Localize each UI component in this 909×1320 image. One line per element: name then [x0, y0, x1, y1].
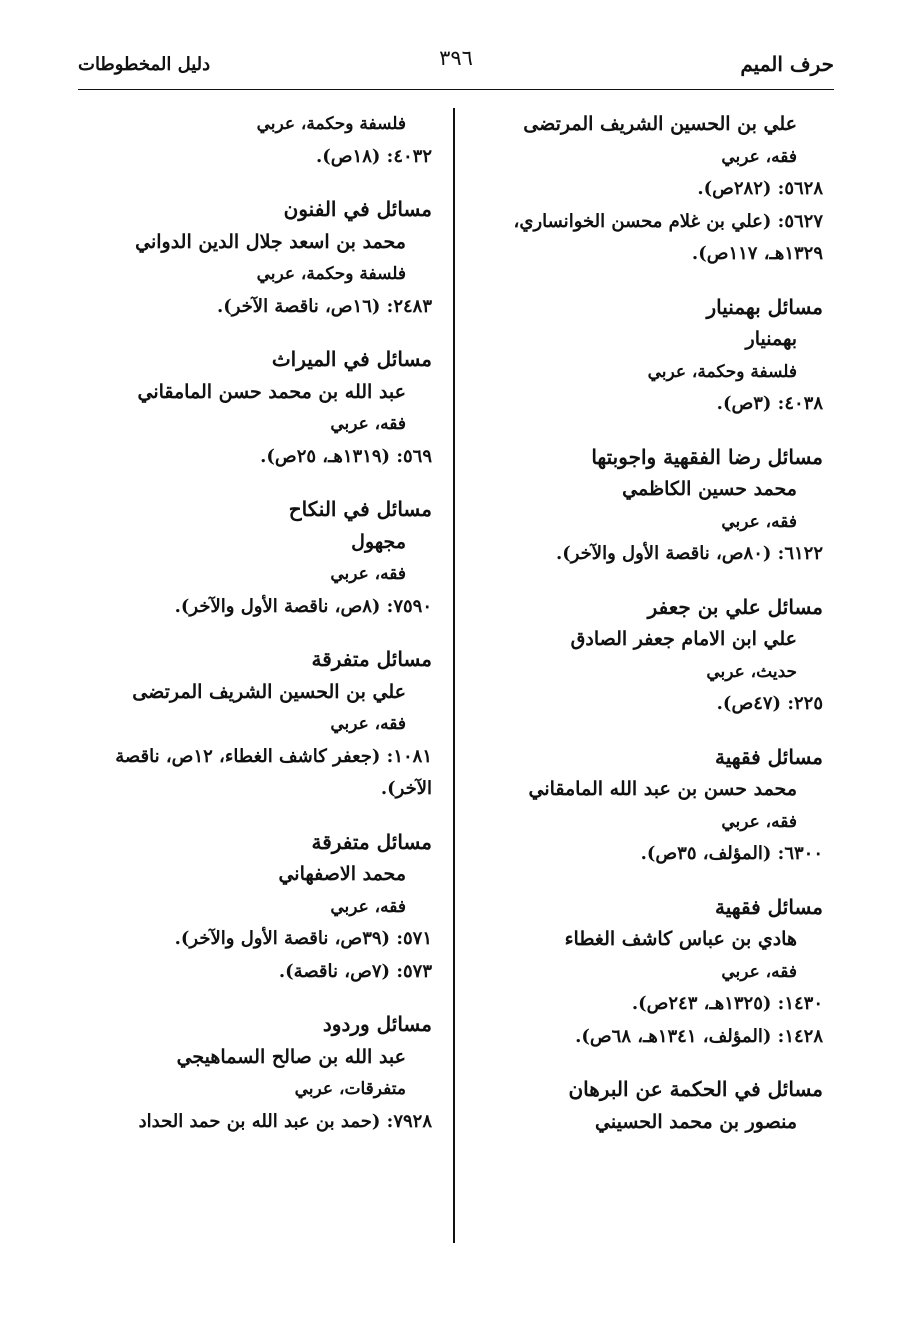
entry-subject: فقه، عربي: [330, 564, 406, 584]
entry-author: علي بن الحسين الشريف المرتضى: [132, 680, 406, 703]
manuscript-record: ٥٦٢٧: (علي بن غلام محسن الخوانساري،: [513, 210, 823, 232]
catalog-entry: [96, 1008, 432, 1138]
catalog-entry: [493, 891, 823, 1054]
manuscript-record: ١٤٢٨: (المؤلف، ١٣٤١هـ، ٦٨ص).: [575, 1025, 823, 1047]
entry-author: مجهول: [351, 530, 406, 553]
entry-title: مسائل متفرقة: [311, 647, 432, 671]
entry-subject: فقه، عربي: [721, 811, 797, 832]
entry-title: مسائل في الحكمة عن البرهان: [568, 1077, 823, 1101]
entry-author: عبد الله بن صالح السماهيجي: [176, 1045, 406, 1068]
entry-subject: فلسفة وحكمة، عربي: [256, 264, 406, 284]
entry-subject: متفرقات، عربي: [294, 1079, 406, 1099]
catalog-entry: [96, 193, 432, 323]
catalog-entry: [493, 441, 823, 571]
header-rule: [78, 89, 834, 90]
entry-title: مسائل في الفنون: [283, 197, 432, 221]
entry-subject: فقه، عربي: [330, 714, 406, 734]
manuscript-record: ٦١٢٢: (٨٠ص، ناقصة الأول والآخر).: [555, 543, 823, 564]
manuscript-record: ٤٠٣٨: (٣ص).: [716, 393, 823, 414]
catalog-entry: [493, 291, 823, 421]
right-column: [493, 108, 823, 1158]
entry-title: مسائل بهمنيار: [706, 294, 823, 319]
manuscript-record: ٤٠٣٢: (١٨ص).: [316, 145, 432, 167]
manuscript-record: ٧٥٩٠: (٨ص، ناقصة الأول والآخر).: [174, 595, 432, 617]
entry-title: مسائل في النكاح: [288, 497, 432, 521]
catalog-entry: [493, 741, 823, 871]
entry-author: علي ابن الامام جعفر الصادق: [570, 628, 797, 650]
manuscript-record: ٥٦٩: (١٣١٩هـ، ٢٥ص).: [260, 445, 432, 467]
entry-author: محمد بن اسعد جلال الدين الدواني: [135, 230, 406, 253]
catalog-entry: [493, 1073, 823, 1138]
entry-author: عبد الله بن محمد حسن المامقاني: [137, 380, 406, 403]
entry-title: مسائل وردود: [322, 1012, 432, 1036]
catalog-entry: [493, 591, 823, 721]
page-header: [78, 44, 834, 90]
entry-subject: فقه، عربي: [721, 146, 797, 167]
manuscript-record: ٢٤٨٣: (١٦ص، ناقصة الآخر).: [216, 295, 432, 317]
entry-subject: فقه، عربي: [721, 511, 797, 532]
entry-author: منصور بن محمد الحسيني: [595, 1110, 797, 1133]
manuscript-record: ٢٢٥: (٤٧ص).: [716, 693, 823, 714]
entry-subject: فلسفة وحكمة، عربي: [647, 361, 797, 382]
book-title: دليل المخطوطات: [78, 54, 211, 75]
entry-subject: حديث، عربي: [706, 661, 797, 682]
entry-subject: فقه، عربي: [721, 961, 797, 982]
manuscript-record: الآخر).: [380, 778, 432, 799]
page-number: ٣٩٦: [439, 46, 473, 70]
catalog-entry: [96, 826, 432, 989]
entry-subject: فقه، عربي: [330, 414, 406, 434]
manuscript-record: ٦٣٠٠: (المؤلف، ٣٥ص).: [640, 843, 823, 864]
manuscript-record: ١٠٨١: (جعفر كاشف الغطاء، ١٢ص، ناقصة: [115, 745, 432, 767]
entry-author: هادي بن عباس كاشف الغطاء: [564, 928, 797, 950]
entry-title: مسائل رضا الفقهية واجوبتها: [591, 444, 823, 469]
entry-author: علي بن الحسين الشريف المرتضى: [523, 113, 797, 135]
entry-subject: فقه، عربي: [330, 896, 406, 917]
entry-title: مسائل في الميراث: [271, 347, 432, 371]
entry-author: بهمنيار: [745, 328, 797, 350]
entry-author: محمد الاصفهاني: [278, 863, 406, 885]
entry-subject: فلسفة وحكمة، عربي: [256, 114, 406, 134]
manuscript-record: ٥٧٣: (٧ص، ناقصة).: [278, 960, 432, 982]
manuscript-record: ١٤٣٠: (١٣٢٥هـ، ٢٤٣ص).: [631, 993, 823, 1014]
left-column: [96, 108, 432, 1158]
entry-author: محمد حسن بن عبد الله المامقاني: [528, 778, 797, 800]
chapter-title: حرف الميم: [740, 52, 834, 76]
entry-title: مسائل فقهية: [715, 744, 823, 769]
manuscript-record: ٧٩٢٨: (حمد بن عبد الله بن حمد الحداد: [138, 1110, 432, 1132]
entry-title: مسائل فقهية: [715, 894, 823, 919]
entry-title: مسائل علي بن جعفر: [647, 594, 823, 619]
entry-author: محمد حسين الكاظمي: [622, 478, 797, 500]
catalog-entry: [493, 108, 823, 271]
catalog-entry: [96, 643, 432, 806]
catalog-entry: [96, 108, 432, 173]
manuscript-record: ١٣٢٩هـ، ١١٧ص).: [691, 243, 823, 264]
manuscript-record: ٥٦٢٨: (٢٨٢ص).: [697, 178, 823, 199]
catalog-entry: [96, 493, 432, 623]
catalog-entry: [96, 343, 432, 473]
manuscript-record: ٥٧١: (٣٩ص، ناقصة الأول والآخر).: [174, 928, 432, 949]
entry-title: مسائل متفرقة: [311, 829, 432, 854]
column-divider: [453, 108, 455, 1243]
